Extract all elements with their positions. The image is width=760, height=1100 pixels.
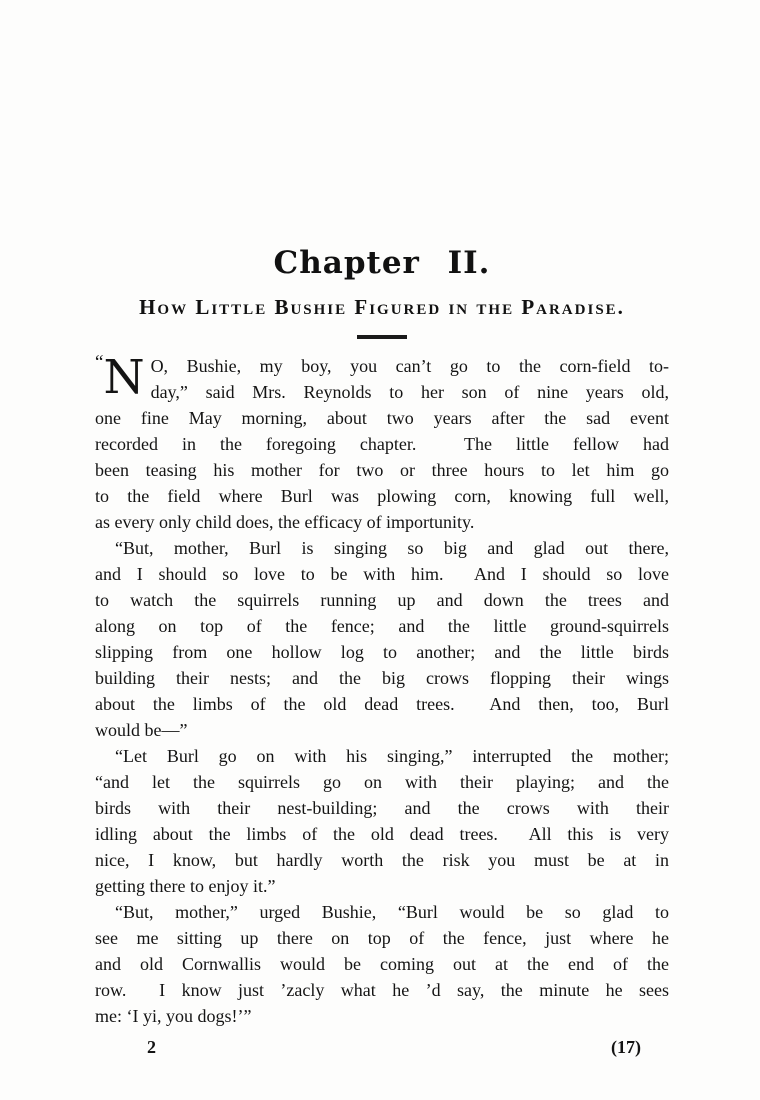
text-line: “N O, Bushie, my boy, you can’t go to the corn-field to- (95, 350, 669, 405)
text-line: about the limbs of the old dead trees. And then, too, Burl (95, 694, 669, 714)
text-line: “and let the squirrels go on with their playing; and the (95, 772, 669, 792)
text-line: been teasing his mother for two or three hours to let him go (95, 460, 669, 480)
text-line: “Let Burl go on with his singing,” interrupted the mother; (115, 746, 669, 766)
text-line: slipping from one hollow log to another; and the little birds (95, 642, 669, 662)
text-line: and old Cornwallis would be coming out at the end of the (95, 954, 669, 974)
text-line: day,” said Mrs. Reynolds to her son of nine years old, (150, 382, 669, 402)
text-line: building their nests; and the big crows flopping their wings (95, 668, 669, 688)
ornamental-divider (357, 335, 407, 339)
page-number: (17) (611, 1037, 641, 1057)
signature-mark: 2 (147, 1037, 156, 1057)
chapter-subtitle: How Little Bushie Figured in the Paradise. (139, 295, 625, 319)
text-line: one fine May morning, about two years after the sad event (95, 408, 669, 428)
text-line: idling about the limbs of the old dead trees. All this is very (95, 824, 669, 844)
text-line: me: ‘I yi, you dogs!’” (95, 1006, 252, 1026)
paragraph (95, 535, 669, 743)
drop-cap-letter: N (103, 350, 145, 405)
drop-cap-open-quote: “ (95, 352, 104, 373)
paragraph (95, 899, 669, 1029)
text-block (95, 244, 669, 1060)
text-line: row. I know just ’zacly what he ’d say, the minute he sees (95, 980, 669, 1000)
text-line: would be—” (95, 720, 188, 740)
body-text (95, 350, 669, 1029)
text-line: to watch the squirrels running up and down the trees and (95, 590, 669, 610)
text-line: recorded in the foregoing chapter. The little fellow had (95, 434, 669, 454)
drop-cap (95, 350, 145, 405)
chapter-title: Chapter II. (273, 245, 491, 281)
text-line: getting there to enjoy it.” (95, 876, 276, 896)
text-line: birds with their nest-building; and the crows with their (95, 798, 669, 818)
page-footer (95, 1034, 669, 1060)
text-line: “But, mother, Burl is singing so big and glad out there, (115, 538, 669, 558)
text-line: to the field where Burl was plowing corn, knowing full well, (95, 486, 669, 506)
paragraph (95, 350, 669, 535)
text-line: nice, I know, but hardly worth the risk you must be at in (95, 850, 669, 870)
text-line: “But, mother,” urged Bushie, “Burl would be so glad to (115, 902, 669, 922)
text-line: see me sitting up there on top of the fence, just where he (95, 928, 669, 948)
paragraph (95, 743, 669, 899)
text-line: and I should so love to be with him. And I should so love (95, 564, 669, 584)
text-line: as every only child does, the efficacy of importunity. (95, 512, 475, 532)
text-line: along on top of the fence; and the little ground-squirrels (95, 616, 669, 636)
